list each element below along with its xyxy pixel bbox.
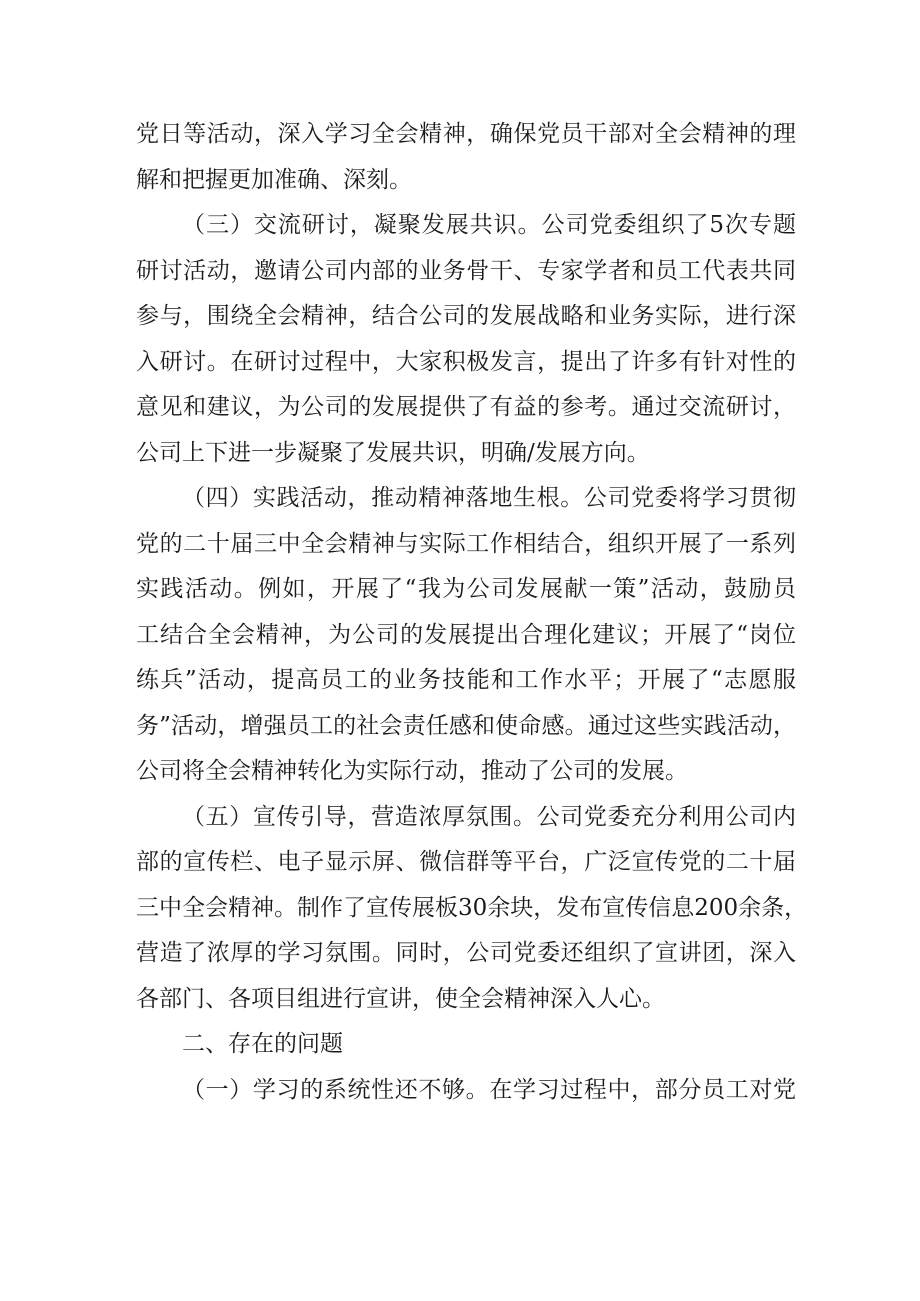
text-line: 参与，围绕全会精神，结合公司的发展战略和业务实际，进行深: [136, 303, 796, 329]
text-line: 公司将全会精神转化为实际行动，推动了公司的发展。: [136, 758, 688, 784]
text-line: 三中全会精神。制作了宣传展板30余块，发布宣传信息200余条，: [136, 894, 808, 921]
document-body: [136, 112, 808, 1113]
paragraph-practice-activities: [136, 476, 796, 795]
paragraph-continuation: [136, 112, 796, 203]
text-line: 公司上下进一步凝聚了发展共识，明确/发展方向。: [136, 439, 650, 466]
section-heading: [136, 1022, 796, 1068]
text-line: 研讨活动，邀请公司内部的业务骨干、专家学者和员工代表共同: [136, 257, 796, 284]
text-line: 练兵”活动，提高员工的业务技能和工作水平；开展了“志愿服: [136, 667, 796, 693]
text-line: 各部门、各项目组进行宣讲，使全会精神深入人心。: [136, 985, 665, 1012]
text-line: 解和把握更加准确、深刻。: [136, 166, 412, 193]
text-line: 党的二十届三中全会精神与实际工作相结合，组织开展了一系列: [136, 530, 796, 557]
paragraph-publicity-guidance: [136, 795, 808, 1023]
text-line: （一）学习的系统性还不够。在学习过程中，部分员工对党: [182, 1076, 796, 1103]
text-line: 工结合全会精神，为公司的发展提出合理化建议；开展了“岗位: [136, 621, 796, 648]
text-line: 实践活动。例如，开展了“我为公司发展献一策”活动，鼓励员: [136, 576, 796, 602]
text-line: 务”活动，增强员工的社会责任感和使命感。通过这些实践活动，: [136, 712, 796, 739]
text-line: 意见和建议，为公司的发展提供了有益的参考。通过交流研讨，: [136, 394, 796, 420]
heading-text: 二、存在的问题: [182, 1031, 343, 1057]
text-line: （五）宣传引导，营造浓厚氛围。公司党委充分利用公司内: [182, 803, 796, 830]
text-line: 营造了浓厚的学习氛围。同时，公司党委还组织了宣讲团，深入: [136, 940, 796, 966]
paragraph-exchange-discussion: [136, 203, 796, 476]
text-line: （三）交流研讨，凝聚发展共识。公司党委组织了5次专题: [182, 212, 796, 238]
text-line: 党日等活动，深入学习全会精神，确保党员干部对全会精神的理: [136, 121, 796, 147]
text-line: 部的宣传栏、电子显示屏、微信群等平台，广泛宣传党的二十届: [136, 849, 796, 875]
text-line: （四）实践活动，推动精神落地生根。公司党委将学习贯彻: [182, 485, 796, 511]
paragraph-learning-issue: [136, 1068, 796, 1114]
text-line: 入研讨。在研讨过程中，大家积极发言，提出了许多有针对性的: [136, 348, 796, 375]
